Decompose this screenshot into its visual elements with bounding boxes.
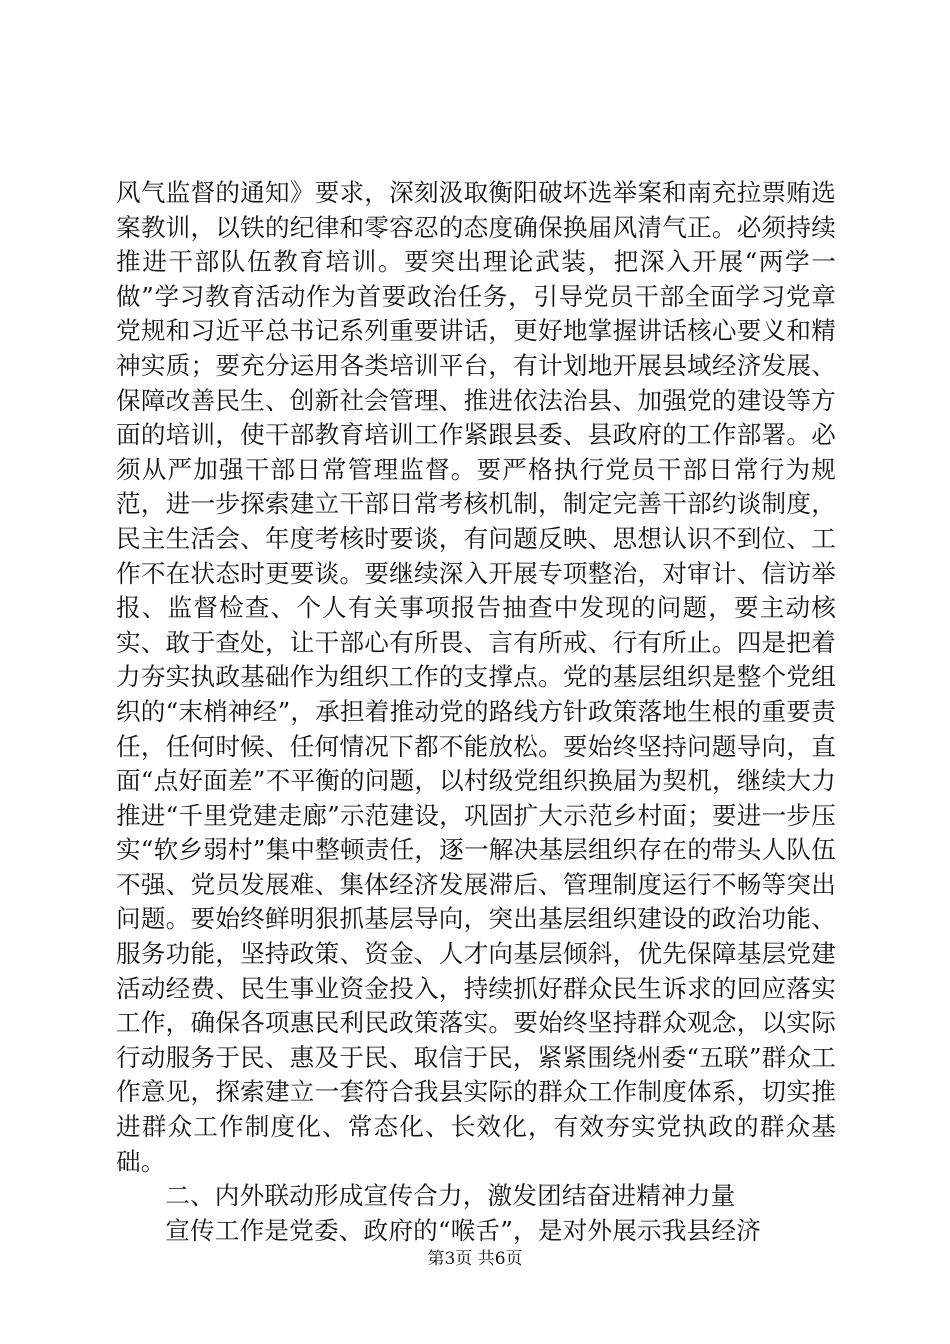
document-body	[116, 176, 836, 1248]
page-number-footer: 第3页 共6页	[427, 1249, 523, 1269]
section-heading: 二、内外联动形成宣传合力，激发团结奋进精神力量	[165, 1181, 736, 1211]
body-paragraph: 宣传工作是党委、政府的“喉舌”，是对外展示我县经济	[165, 1215, 761, 1245]
body-paragraph-continuation: 风气监督的通知》要求，深刻汲取衡阳破坏选举案和南充拉票贿选案教训，以铁的纪律和零容忍的态度确保换届风清气正。必须持续推进干部队伍教育培训。要突出理论武装，把深入开展“两学一做”学习教育活动作为首要政治任务，引导党员干部全面学习党章党规和习近平总书记系列重要讲话，更好地掌握讲话核心要义和精神实质；要充分运用各类培训平台，有计划地开展县域经济发展、保障改善民生、创新社会管理、推进依法治县、加强党的建设等方面的培训，使干部教育培训工作紧跟县委、县政府的工作部署。必须从严加强干部日常管理监督。要严格执行党员干部日常行为规范，进一步探索建立干部日常考核机制，制定完善干部约谈制度，民主生活会、年度考核时要谈，有问题反映、思想认识不到位、工作不在状态时更要谈。要继续深入开展专项整治，对审计、信访举报、监督检查、个人有关事项报告抽查中发现的问题，要主动核实、敢于查处，让干部心有所畏、言有所戒、行有所止。四是把着力夯实执政基础作为组织工作的支撑点。党的基层组织是整个党组织的“末梢神经”，承担着推动党的路线方针政策落地生根的重要责任，任何时候、任何情况下都不能放松。要始终坚持问题导向，直面“点好面差”不平衡的问题，以村级党组织换届为契机，继续大力推进“千里党建走廊”示范建设，巩固扩大示范乡村面；要进一步压实“软乡弱村”集中整顿责任，逐一解决基层组织存在的带头人队伍不强、党员发展难、集体经济发展滞后、管理制度运行不畅等突出问题。要始终鲜明狠抓基层导向，突出基层组织建设的政治功能、服务功能，坚持政策、资金、人才向基层倾斜，优先保障基层党建活动经费、民生事业资金投入，持续抓好群众民生诉求的回应落实工作，确保各项惠民利民政策落实。要始终坚持群众观念，以实际行动服务于民、惠及于民、取信于民，紧紧围绕州委“五联”群众工作意见，探索建立一套符合我县实际的群众工作制度体系，切实推进群众工作制度化、常态化、长效化，有效夯实党执政的群众基础。	[116, 178, 836, 1176]
